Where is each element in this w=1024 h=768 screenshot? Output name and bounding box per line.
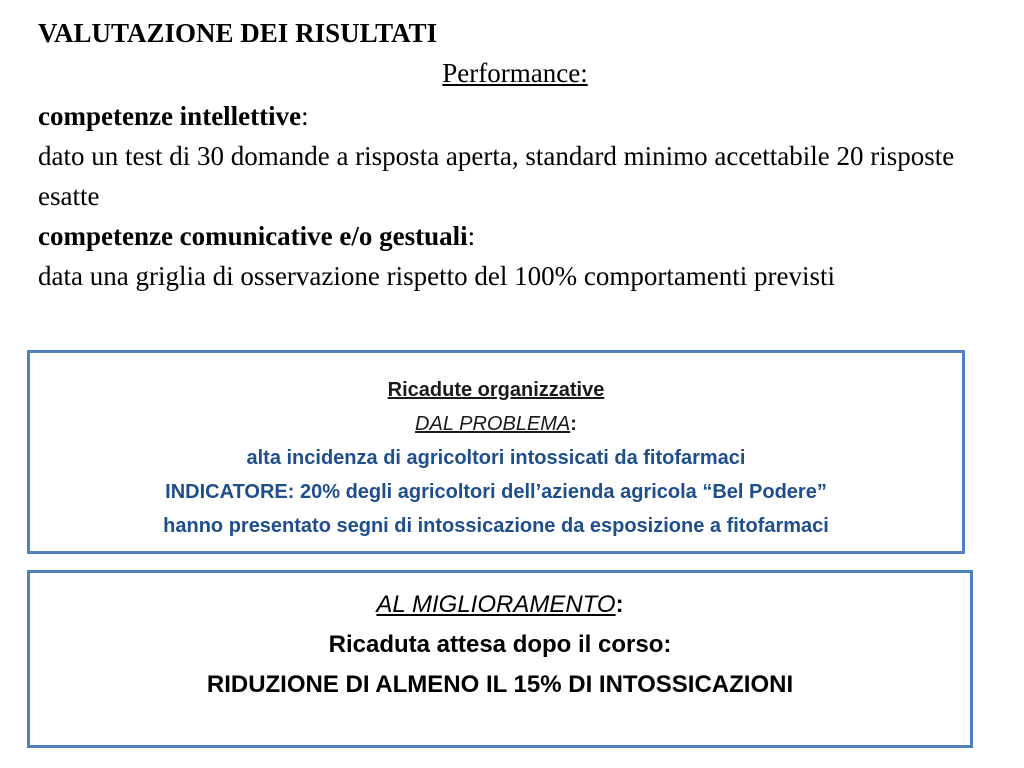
target-reduction: RIDUZIONE DI ALMENO IL 15% DI INTOSSICAZIONI xyxy=(206,671,794,698)
criterion-description: dato un test di 30 domande a risposta aperta, standard minimo accettabile 20 risposte esatte xyxy=(38,141,955,211)
indicator-line-1: INDICATORE: 20% degli agricoltori dell’azienda agricola “Bel Podere” xyxy=(165,481,827,503)
criteria-text-block xyxy=(38,96,998,296)
problem-statement: alta incidenza di agricoltori intossicati da fitofarmaci xyxy=(246,447,746,469)
improvement-heading: AL MIGLIORAMENTO xyxy=(376,591,616,618)
criterion-label-line xyxy=(38,96,998,136)
criterion-separator: : xyxy=(467,221,476,251)
improvement-box xyxy=(27,570,973,748)
criterion-label: competenze intellettive xyxy=(38,101,302,131)
criterion-label-line xyxy=(38,216,998,256)
slide-title: VALUTAZIONE DEI RISULTATI xyxy=(38,18,438,48)
problem-subheading-suffix: : xyxy=(570,413,577,435)
problem-subheading: DAL PROBLEMA xyxy=(415,413,571,435)
indicator-line-2: hanno presentato segni di intossicazione da esposizione a fitofarmaci xyxy=(163,515,829,537)
criterion-description: data una griglia di osservazione rispetto del 100% comportamenti previsti xyxy=(38,261,836,291)
criterion-separator: : xyxy=(301,101,309,131)
problem-subheading-line xyxy=(30,407,962,441)
improvement-heading-suffix: : xyxy=(615,591,624,618)
criterion-label: competenze comunicative e/o gestuali xyxy=(38,221,468,251)
problem-box xyxy=(27,350,965,554)
performance-heading: Performance: xyxy=(442,58,588,88)
problem-box-heading: Ricadute organizzative xyxy=(387,379,605,401)
expected-outcome: Ricaduta attesa dopo il corso: xyxy=(328,631,672,658)
improvement-heading-line xyxy=(30,585,970,625)
